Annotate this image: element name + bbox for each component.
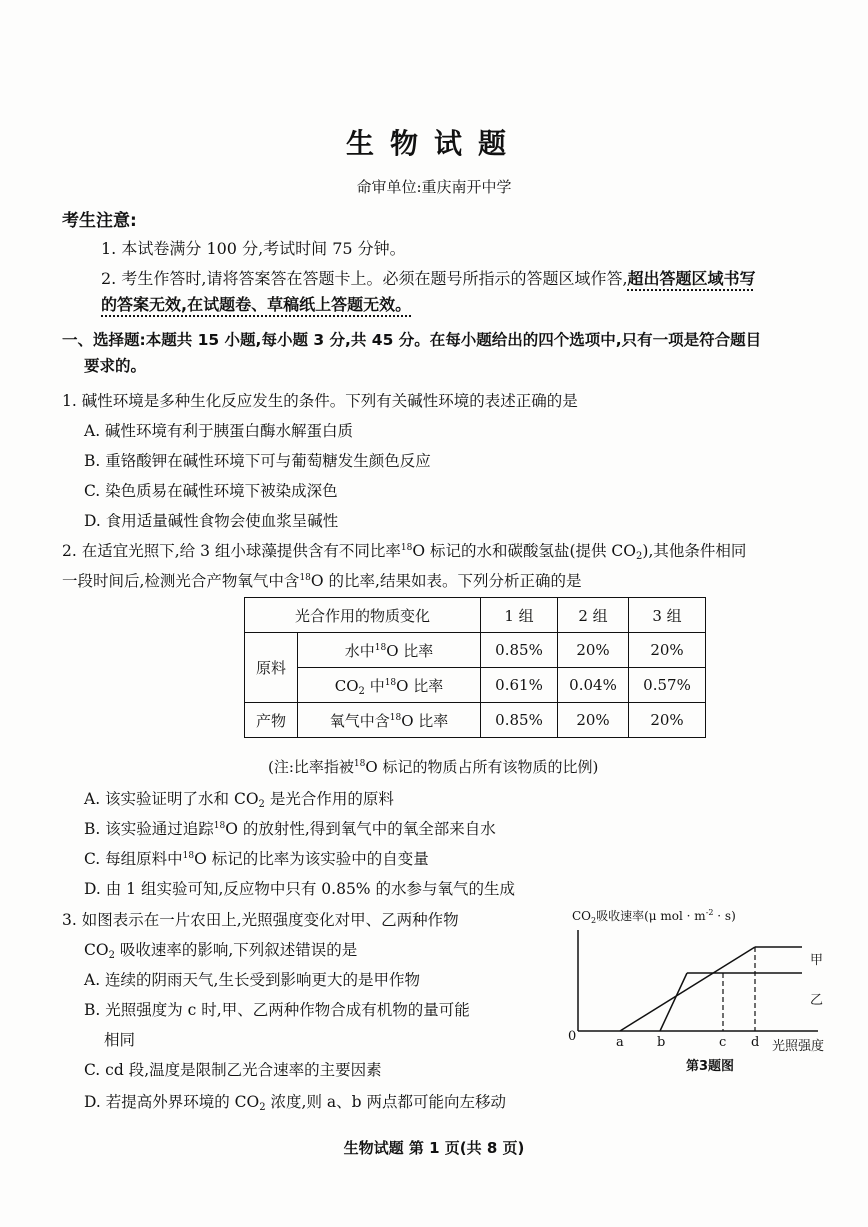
q3-option-d: D. 若提高外界环境的 $CO_2$ 浓度,则 a、b 两点都可能向左移动 <box>84 1093 506 1113</box>
graph-y-label: $CO_2$吸收速率(μ mol · $m^{-2} \cdot s$) <box>572 908 736 925</box>
notice-item-2: 2. 考生作答时,请将答案答在答题卡上。必须在题号所指示的答题区域作答,超出答题区域书写 <box>101 269 756 288</box>
table-cell: 0.57% <box>629 668 706 703</box>
q3-option-c: C. cd 段,温度是限制乙光合速率的主要因素 <box>84 1061 382 1079</box>
table-header-cell: 2 组 <box>558 598 629 633</box>
table-header-cell: 3 组 <box>629 598 706 633</box>
q3-option-a: A. 连续的阴雨天气,生长受到影响更大的是甲作物 <box>84 971 420 989</box>
q1-stem: 1. 碱性环境是多种生化反应发生的条件。下列有关碱性环境的表述正确的是 <box>62 392 578 410</box>
q3-graph <box>560 900 860 1080</box>
page-title: 生物试题 <box>345 127 522 160</box>
q1-option-b: B. 重铬酸钾在碱性环境下可与葡萄糖发生颜色反应 <box>84 452 431 470</box>
q1-option-a: A. 碱性环境有利于胰蛋白酶水解蛋白质 <box>84 422 354 440</box>
table-group-cell: 产物 <box>245 703 298 738</box>
q3-stem-line2: $CO_2$ 吸收速率的影响,下列叙述错误的是 <box>84 941 358 961</box>
table-cell: 水中$^{18}$O 比率 <box>298 633 481 668</box>
exam-unit: 命审单位:重庆南开中学 <box>356 178 512 196</box>
notice-item-1: 1. 本试卷满分 100 分,考试时间 75 分钟。 <box>101 239 406 258</box>
q2-option-c: C. 每组原料中$^{18}$O 标记的比率为该实验中的自变量 <box>84 850 429 868</box>
q3-option-b: B. 光照强度为 c 时,甲、乙两种作物合成有机物的量可能 <box>84 1001 470 1019</box>
table-row <box>245 598 706 633</box>
tick-label-c: c <box>719 1035 727 1050</box>
graph-caption: 第3题图 <box>686 1059 735 1074</box>
tick-label-a: a <box>616 1035 624 1050</box>
series-label-yi: 乙 <box>810 993 824 1008</box>
tick-label-b: b <box>657 1035 666 1050</box>
q3-stem-line1: 3. 如图表示在一片农田上,光照强度变化对甲、乙两种作物 <box>62 911 459 929</box>
table-cell: 20% <box>558 703 629 738</box>
q2-table-note: (注:比率指被$^{18}$O 标记的物质占所有该物质的比例) <box>268 758 599 776</box>
q2-stem-line2: 一段时间后,检测光合产物氧气中含$^{18}$O 的比率,结果如表。下列分析正确的是 <box>62 572 582 590</box>
graph-origin-label: 0 <box>568 1029 577 1044</box>
table-header-cell: 1 组 <box>481 598 558 633</box>
section-heading: 一、选择题:本题共 15 小题,每小题 3 分,共 45 分。在每小题给出的四个选项中,只有一项是符合题目 <box>62 331 762 349</box>
q1-option-d: D. 食用适量碱性食物会使血浆呈碱性 <box>84 512 339 530</box>
notice-heading: 考生注意: <box>62 211 137 231</box>
notice-item-2-cont: 的答案无效,在试题卷、草稿纸上答题无效。 <box>101 295 412 314</box>
table-group-cell: 原料 <box>245 633 298 703</box>
table-row <box>245 703 706 738</box>
tick-label-d: d <box>751 1035 760 1050</box>
q2-data-table <box>244 597 706 738</box>
table-cell: 20% <box>629 633 706 668</box>
series-yi-rise <box>660 973 687 1031</box>
q2-option-b: B. 该实验通过追踪$^{18}$O 的放射性,得到氧气中的氧全部来自水 <box>84 820 496 838</box>
table-row <box>245 633 706 668</box>
table-cell: 0.85% <box>481 633 558 668</box>
q3-option-b-cont: 相同 <box>104 1031 136 1049</box>
table-cell: 20% <box>558 633 629 668</box>
table-cell: 0.85% <box>481 703 558 738</box>
table-cell: $CO_2$ 中$^{18}$O 比率 <box>298 668 481 703</box>
page-footer: 生物试题 第 1 页(共 8 页) <box>343 1139 525 1157</box>
graph-x-label: 光照强度 <box>772 1039 825 1054</box>
table-cell: 氧气中含$^{18}$O 比率 <box>298 703 481 738</box>
q2-option-d: D. 由 1 组实验可知,反应物中只有 0.85% 的水参与氧气的生成 <box>84 880 515 898</box>
table-row <box>245 668 706 703</box>
series-jia-rise <box>620 947 755 1031</box>
q2-stem-line1: 2. 在适宜光照下,给 3 组小球藻提供含有不同比率$^{18}$O 标记的水和碳酸氢盐(提供 $CO_2$),其他条件相同 <box>62 542 747 562</box>
table-cell: 20% <box>629 703 706 738</box>
q1-option-c: C. 染色质易在碱性环境下被染成深色 <box>84 482 338 500</box>
section-heading-cont: 要求的。 <box>84 357 147 375</box>
table-cell: 0.04% <box>558 668 629 703</box>
table-header-cell: 光合作用的物质变化 <box>245 598 481 633</box>
table-cell: 0.61% <box>481 668 558 703</box>
q2-option-a: A. 该实验证明了水和 $CO_2$ 是光合作用的原料 <box>84 790 394 810</box>
series-label-jia: 甲 <box>810 953 824 968</box>
